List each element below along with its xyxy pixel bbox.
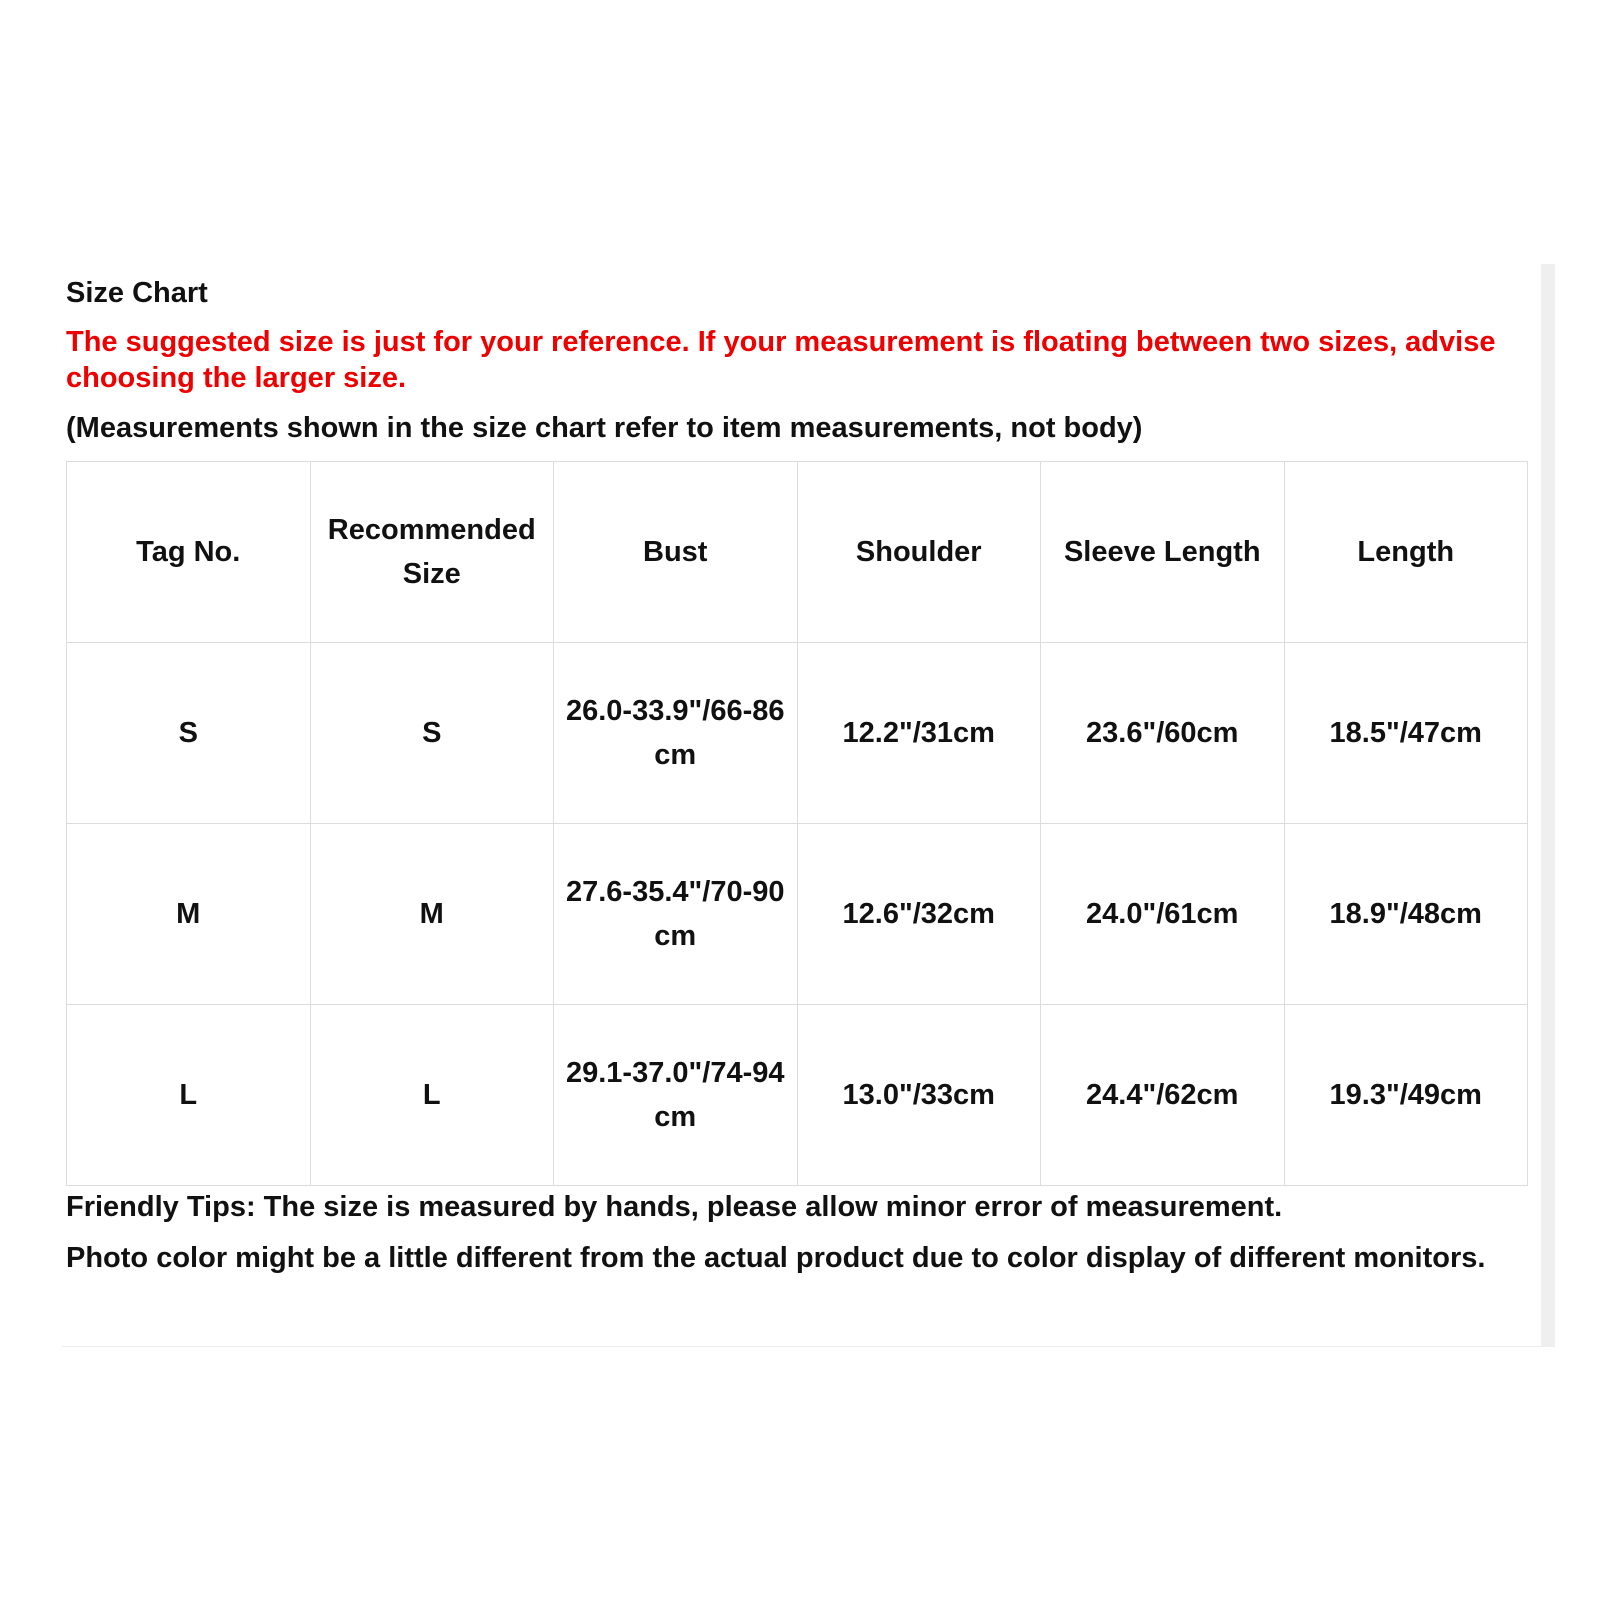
cell-tag-no: S	[67, 643, 311, 824]
tip-line-photo-color: Photo color might be a little different from the actual product due to color display of different monitors.	[66, 1242, 1486, 1274]
column-header-sleeve-length: Sleeve Length	[1041, 462, 1285, 643]
cell-recommended-size: M	[310, 824, 554, 1005]
cell-shoulder: 12.2"/31cm	[797, 643, 1041, 824]
friendly-tips	[66, 1182, 1485, 1284]
cell-sleeve-length: 24.4"/62cm	[1041, 1005, 1285, 1186]
cell-recommended-size: L	[310, 1005, 554, 1186]
cell-tag-no: L	[67, 1005, 311, 1186]
size-warning-text: The suggested size is just for your reference. If your measurement is floating between two sizes, advise choosing the larger size.	[66, 326, 1496, 394]
table-row	[67, 643, 1528, 824]
cell-bust: 27.6-35.4"/70-90 cm	[554, 824, 798, 1005]
column-header-shoulder: Shoulder	[797, 462, 1041, 643]
cell-length: 18.9"/48cm	[1284, 824, 1528, 1005]
size-chart-panel	[62, 264, 1555, 1347]
size-table	[66, 461, 1528, 1186]
cell-recommended-size: S	[310, 643, 554, 824]
table-row	[67, 824, 1528, 1005]
table-header-row	[67, 462, 1528, 643]
cell-tag-no: M	[67, 824, 311, 1005]
page-title: Size Chart	[66, 277, 208, 309]
table-row	[67, 1005, 1528, 1186]
cell-shoulder: 13.0"/33cm	[797, 1005, 1041, 1186]
cell-sleeve-length: 24.0"/61cm	[1041, 824, 1285, 1005]
cell-shoulder: 12.6"/32cm	[797, 824, 1041, 1005]
measurement-note: (Measurements shown in the size chart refer to item measurements, not body)	[66, 412, 1143, 444]
cell-bust: 26.0-33.9"/66-86 cm	[554, 643, 798, 824]
column-header-bust: Bust	[554, 462, 798, 643]
column-header-length: Length	[1284, 462, 1528, 643]
column-header-recommended-size: Recommended Size	[310, 462, 554, 643]
tip-line-measurement: Friendly Tips: The size is measured by hands, please allow minor error of measurement.	[66, 1191, 1283, 1223]
cell-length: 18.5"/47cm	[1284, 643, 1528, 824]
column-header-tag-no: Tag No.	[67, 462, 311, 643]
cell-length: 19.3"/49cm	[1284, 1005, 1528, 1186]
cell-sleeve-length: 23.6"/60cm	[1041, 643, 1285, 824]
cell-bust: 29.1-37.0"/74-94 cm	[554, 1005, 798, 1186]
